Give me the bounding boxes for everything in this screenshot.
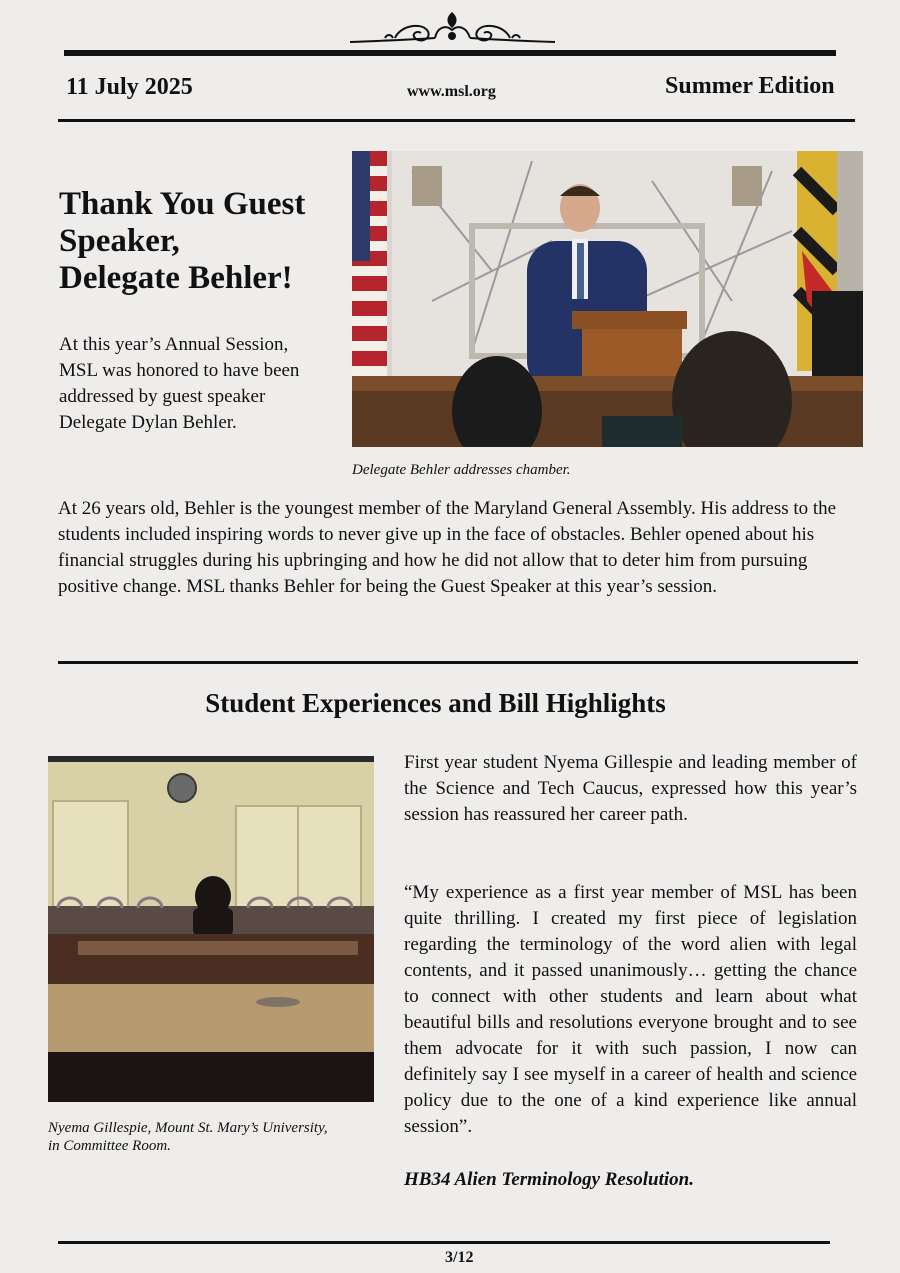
article2-quote: “My experience as a first year member of MSL has been quite thrilling. I created my first piece of legislation regarding the terminology of the word alien with legal contents, and it passed unanimously… getting the chance to connect with other students and learn about what beautiful bills and resolutions everyone brought and to see them advocate for it with such passion, I now can definitely say I see myself in a career of health and science policy due to the one of a kind experience like annual session”. [404, 882, 857, 1137]
committee-room-photo [48, 756, 374, 1102]
article1-intro: At this year’s Annual Session, MSL was honored to have been addressed by guest speaker Delegate Dylan Behler. [59, 334, 300, 433]
delegate-photo [352, 151, 863, 447]
flourish-ornament-icon [345, 8, 560, 50]
article2-paragraph1: First year student Nyema Gillespie and leading member of the Science and Tech Caucus, expressed how this year’s session has reassured her career path. [404, 752, 857, 825]
edition-label: Summer Edition [665, 73, 835, 99]
section-rule [58, 661, 858, 664]
issue-date: 11 July 2025 [66, 74, 193, 100]
page-number: 3/12 [445, 1249, 474, 1266]
article1-title: Thank You Guest Speaker, Delegate Behler! [59, 186, 306, 296]
delegate-photo-caption: Delegate Behler addresses chamber. [352, 462, 571, 478]
top-rule [64, 50, 836, 56]
header-rule [58, 119, 855, 122]
article2-title: Student Experiences and Bill Highlights [205, 688, 666, 718]
bill-reference: HB34 Alien Terminology Resolution. [404, 1169, 694, 1190]
committee-photo-caption: Nyema Gillespie, Mount St. Mary’s University, in Committee Room. [48, 1120, 328, 1154]
website-url: www.msl.org [407, 83, 496, 100]
footer-rule [58, 1241, 830, 1244]
article1-body: At 26 years old, Behler is the youngest member of the Maryland General Assembly. His address to the students included inspiring words to never give up in the face of obstacles. Behler opened about his financial struggles during his upbringing and how he did not allow that to deter him from pursuing positive change. MSL thanks Behler for being the Guest Speaker at this year’s session. [58, 498, 837, 597]
